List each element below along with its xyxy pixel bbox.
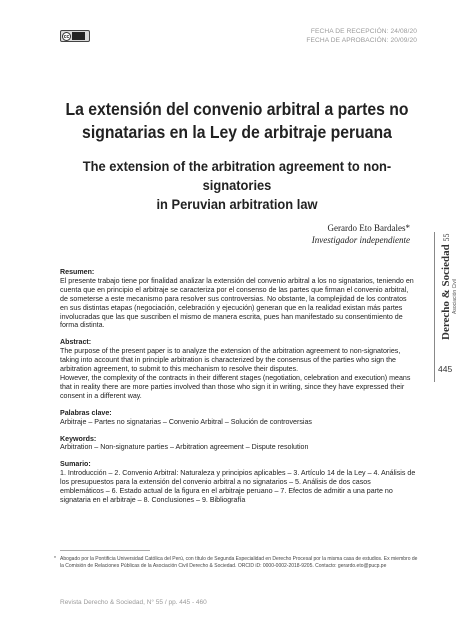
author-affiliation: Investigador independiente (311, 235, 410, 245)
resumen-text: El presente trabajo tiene por finalidad analizar la extensión del convenio arbitral a los no signatarios, teniendo en cuenta que en principio el arbitraje se caracteriza por el consenso de las partes que firman el convenio arbitral, de someterse a este mecanismo para resolver sus controversias. No obstante, la complejidad de los contratos en sus distintas etapas (negociación, celebración y ejecución) generan que en la realidad existan más partes involucradas que las que suscriben el mismo de manera escrita, pues han manifestado su consentimiento de forma distinta. (60, 276, 414, 330)
article-body (60, 268, 416, 513)
approved-date: FECHA DE APROBACIÓN: 20/09/20 (306, 37, 417, 44)
association-label: Asociación Civil (452, 278, 458, 314)
journal-name: Derecho & Sociedad 55 (440, 233, 452, 340)
page-footer: Revista Derecho & Sociedad, N° 55 / pp. 445 - 460 (60, 599, 207, 606)
palabras-text: Arbitraje – Partes no signatarias – Convenio Arbitral – Solución de controversias (60, 417, 312, 426)
submission-dates (306, 27, 417, 45)
footnote-text: Abogado por la Pontificia Universidad Católica del Perú, con título de Segunda Especialidad en Derecho Procesal por la misma casa de estudios. Ex miembro de la Comisión de Relaciones Públicas de la Asociación Civil Derecho & Sociedad. ORCID iD: 0000-0002-2018-9205. Contacto: gerardo.eto@pucp.pe (60, 556, 418, 569)
keywords-text: Arbitration – Non-signature parties – Arbitration agreement – Dispute resolution (60, 443, 309, 452)
author-block (312, 222, 410, 246)
sumario-heading: Sumario: (60, 460, 91, 469)
footnote-mark: * (54, 556, 56, 562)
author-footnote (54, 556, 420, 570)
footnote-divider (60, 550, 150, 551)
received-date: FECHA DE RECEPCIÓN: 24/08/20 (310, 28, 417, 35)
palabras-heading: Palabras clave: (60, 408, 112, 417)
keywords-heading: Keywords: (60, 434, 97, 443)
journal-volume: 55 (442, 233, 451, 242)
author-name: Gerardo Eto Bardales* (327, 223, 410, 233)
sumario-section (60, 460, 416, 505)
title-english: The extension of the arbitration agreement to non-signatories in Peruvian arbitration law (82, 158, 392, 212)
cc-license-badge (60, 30, 90, 42)
palabras-clave-section (60, 409, 416, 427)
resumen-heading: Resumen: (60, 268, 95, 276)
abstract-text-2: However, the complexity of the contracts in their different stages (negotiation, celebration and execution) means that in reality there are more parties involved than those who sign it in writing, since they have expressed their consent in a different way. (60, 373, 411, 400)
creative-commons-license-icon: cc (63, 33, 70, 40)
resumen-section (60, 268, 416, 330)
sumario-text: 1. Introducción – 2. Convenio Arbitral: Naturaleza y principios aplicables – 3. Artículo 14 de la Ley – 4. Análisis de los presupuestos para la extensión del convenio arbitral a no signatarios – 5. Análisis de dos casos emblemáticos – 6. Estado actual de la figura en el arbitraje peruano – 7. Efectos de admitir a una parte no signataria en el arbitraje – 8. Conclusiones – 9. Bibliografía (60, 469, 416, 504)
abstract-text: The purpose of the present paper is to analyze the extension of the arbitration agreement to non-signatories, taking into account that in principle arbitration is characterized by the consensus of the parties who sign the arbitration agreement, to submit to this mechanism to resolve their disputes. (60, 347, 401, 374)
keywords-section (60, 435, 416, 453)
abstract-section (60, 338, 416, 400)
abstract-heading: Abstract: (60, 338, 92, 347)
page-number: 445 (438, 364, 453, 374)
license-block (72, 32, 85, 40)
title-spanish: La extensión del convenio arbitral a partes no signatarias en la Ley de arbitraje peruana (65, 99, 409, 142)
